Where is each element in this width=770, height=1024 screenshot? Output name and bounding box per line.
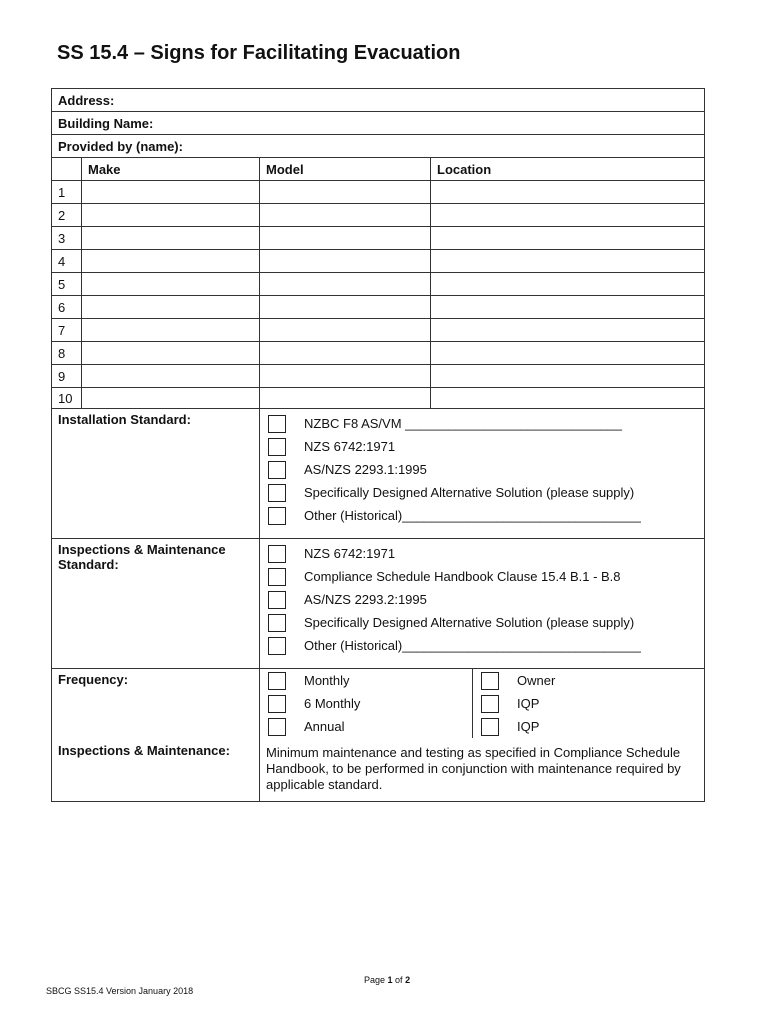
model-cell[interactable]: [260, 181, 431, 204]
page-prefix: Page: [364, 975, 388, 985]
inspections-maintenance-label: [52, 740, 260, 802]
make-cell[interactable]: [82, 204, 260, 227]
option-label: Other (Historical)_________________________________: [304, 508, 641, 523]
building-name-field[interactable]: Building Name:: [52, 112, 705, 135]
row-number: 4: [52, 250, 82, 273]
location-cell[interactable]: [431, 296, 705, 319]
installation-standard-label-text: Installation Standard:: [58, 412, 191, 427]
page-total: 2: [405, 975, 411, 985]
option-label: AS/NZS 2293.1:1995: [304, 462, 427, 477]
make-cell[interactable]: [82, 227, 260, 250]
model-cell[interactable]: [260, 296, 431, 319]
make-cell[interactable]: [82, 250, 260, 273]
option-label: AS/NZS 2293.2:1995: [304, 592, 427, 607]
checkbox-icon[interactable]: [268, 484, 286, 502]
location-cell[interactable]: [431, 181, 705, 204]
version-footer: SBCG SS15.4 Version January 2018: [46, 986, 194, 996]
location-cell[interactable]: [431, 273, 705, 296]
option-label: Other (Historical)_________________________________: [304, 638, 641, 653]
installation-option[interactable]: [266, 412, 704, 435]
model-cell[interactable]: [260, 342, 431, 365]
row-number: 6: [52, 296, 82, 319]
option-label: Owner: [517, 673, 556, 688]
make-cell[interactable]: [82, 319, 260, 342]
inspections-standard-label: [52, 539, 260, 669]
model-cell[interactable]: [260, 273, 431, 296]
page-current: 1: [387, 975, 393, 985]
checkbox-icon[interactable]: [268, 545, 286, 563]
checkbox-icon[interactable]: [268, 672, 286, 690]
checkbox-icon[interactable]: [481, 695, 499, 713]
row-number: 5: [52, 273, 82, 296]
inspections-option[interactable]: [266, 634, 704, 657]
model-cell[interactable]: [260, 250, 431, 273]
provided-by-field[interactable]: Provided by (name):: [52, 135, 705, 158]
row-number: 9: [52, 365, 82, 388]
installation-option[interactable]: [266, 458, 704, 481]
inspections-maintenance-text-cell: [260, 740, 705, 802]
page-of: of: [392, 975, 406, 985]
page-number: [364, 975, 410, 985]
checkbox-icon[interactable]: [268, 507, 286, 525]
option-label: NZS 6742:1971: [304, 439, 396, 454]
installation-standard-options: [260, 409, 705, 539]
make-cell[interactable]: [82, 365, 260, 388]
row-number: 2: [52, 204, 82, 227]
row-number: 10: [52, 388, 82, 409]
inspections-standard-options: [260, 539, 705, 669]
evacuation-signs-form: [51, 88, 705, 802]
row-number-header: [52, 158, 82, 181]
option-label: Specifically Designed Alternative Solution (please supply): [304, 485, 635, 500]
model-cell[interactable]: [260, 319, 431, 342]
location-cell[interactable]: [431, 204, 705, 227]
model-cell[interactable]: [260, 365, 431, 388]
frequency-option-monthly[interactable]: [266, 669, 472, 692]
checkbox-icon[interactable]: [481, 718, 499, 736]
model-cell[interactable]: [260, 388, 431, 409]
responsible-option-iqp[interactable]: [479, 715, 555, 738]
row-number: 1: [52, 181, 82, 204]
checkbox-icon[interactable]: [268, 591, 286, 609]
location-cell[interactable]: [431, 319, 705, 342]
checkbox-icon[interactable]: [268, 461, 286, 479]
frequency-label: [52, 669, 260, 741]
option-label: Monthly: [304, 673, 350, 688]
option-label: Annual: [304, 719, 345, 734]
responsible-option-owner[interactable]: [479, 669, 555, 692]
frequency-options: [260, 669, 705, 741]
responsible-option-iqp[interactable]: [479, 692, 555, 715]
inspections-option[interactable]: [266, 565, 704, 588]
row-number: 8: [52, 342, 82, 365]
option-label: IQP: [517, 719, 540, 734]
installation-option[interactable]: [266, 504, 704, 527]
inspections-standard-label-line1: Inspections & Maintenance: [58, 542, 226, 557]
installation-option[interactable]: [266, 481, 704, 504]
frequency-option-6-monthly[interactable]: [266, 692, 472, 715]
inspections-maintenance-label-text: Inspections & Maintenance:: [58, 743, 230, 758]
installation-option[interactable]: [266, 435, 704, 458]
location-cell[interactable]: [431, 342, 705, 365]
location-cell[interactable]: [431, 365, 705, 388]
inspections-option[interactable]: [266, 588, 704, 611]
checkbox-icon[interactable]: [268, 637, 286, 655]
option-label: IQP: [517, 696, 540, 711]
inspections-standard-label-line2: Standard:: [58, 557, 119, 572]
checkbox-icon[interactable]: [268, 415, 286, 433]
model-cell[interactable]: [260, 204, 431, 227]
row-number: 3: [52, 227, 82, 250]
page-title: SS 15.4 – Signs for Facilitating Evacuation: [57, 42, 461, 64]
option-label: NZS 6742:1971: [304, 546, 396, 561]
model-cell[interactable]: [260, 227, 431, 250]
make-header: Make: [82, 158, 260, 181]
option-label: Compliance Schedule Handbook Clause 15.4 B.1 - B.8: [304, 569, 621, 584]
location-cell[interactable]: [431, 388, 705, 409]
option-label: 6 Monthly: [304, 696, 361, 711]
frequency-option-annual[interactable]: [266, 715, 472, 738]
model-header: Model: [260, 158, 431, 181]
address-field[interactable]: Address:: [52, 89, 705, 112]
checkbox-icon[interactable]: [268, 568, 286, 586]
checkbox-icon[interactable]: [268, 695, 286, 713]
inspections-option[interactable]: [266, 542, 704, 565]
frequency-label-text: Frequency:: [58, 672, 129, 687]
location-header: Location: [431, 158, 705, 181]
row-number: 7: [52, 319, 82, 342]
inspections-option[interactable]: [266, 611, 704, 634]
make-cell[interactable]: [82, 296, 260, 319]
checkbox-icon[interactable]: [268, 718, 286, 736]
make-cell[interactable]: [82, 273, 260, 296]
make-cell[interactable]: [82, 181, 260, 204]
make-cell[interactable]: [82, 342, 260, 365]
option-label: Specifically Designed Alternative Solution (please supply): [304, 615, 635, 630]
checkbox-icon[interactable]: [268, 614, 286, 632]
inspections-maintenance-text: Minimum maintenance and testing as specified in Compliance Schedule Handbook, to be performed in conjunction with maintenance required by applicable standard.: [266, 745, 681, 792]
option-label: NZBC F8 AS/VM ______________________________: [304, 416, 623, 431]
checkbox-icon[interactable]: [481, 672, 499, 690]
location-cell[interactable]: [431, 227, 705, 250]
make-cell[interactable]: [82, 388, 260, 409]
location-cell[interactable]: [431, 250, 705, 273]
installation-standard-label: [52, 409, 260, 539]
checkbox-icon[interactable]: [268, 438, 286, 456]
